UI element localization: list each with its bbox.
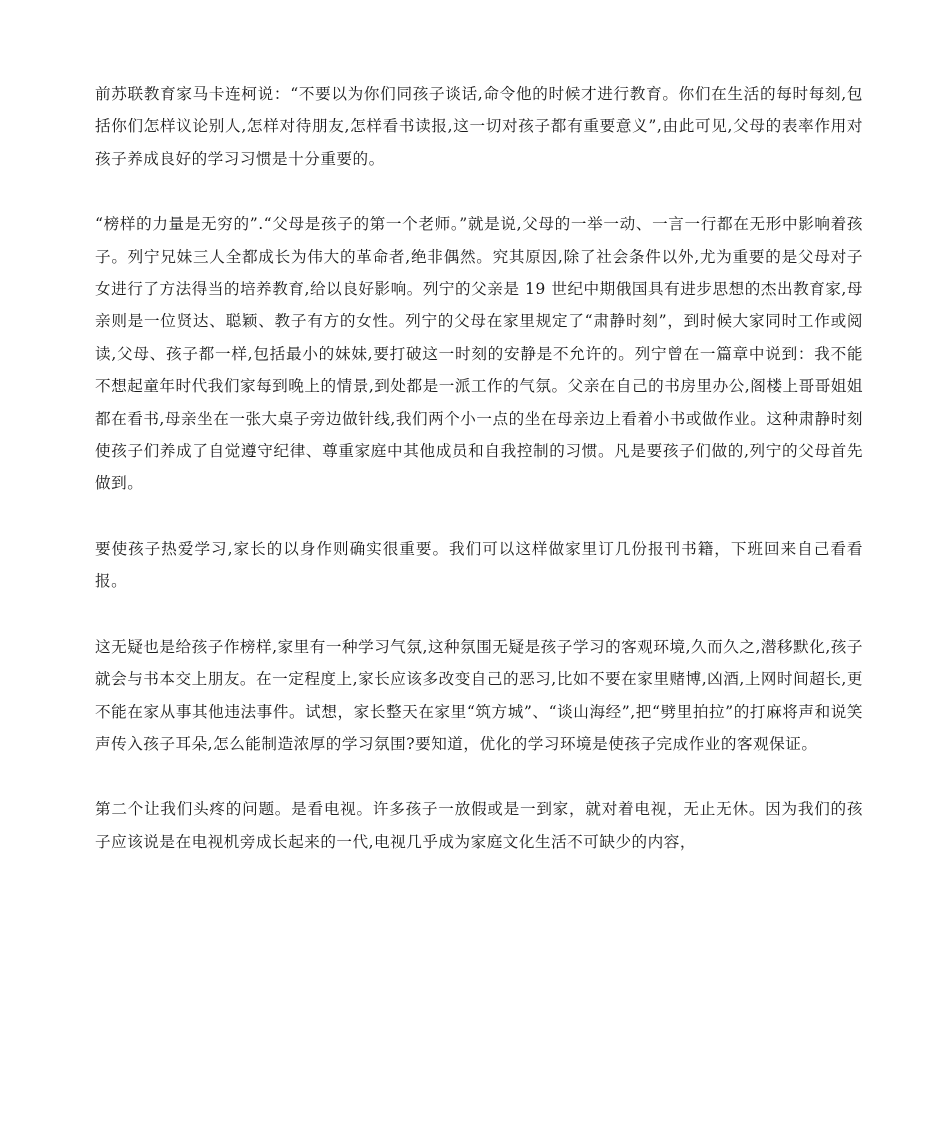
paragraph-makarenko-quote: 前苏联教育家马卡连柯说：“不要以为你们同孩子谈话,命令他的时候才进行教育。你们在生活的每时每刻,包括你们怎样议论别人,怎样对待朋友,怎样看书读报,这一切对孩子都有重要意义”,由此可见,父母的表率作用对孩子养成良好的学习习惯是十分重要的。 [95,85,863,168]
paragraph-television-problem: 第二个让我们头疼的问题。是看电视。许多孩子一放假或是一到家，就对着电视，无止无休。因为我们的孩子应该说是在电视机旁成长起来的一代,电视几乎成为家庭文化生活不可缺少的内容， [95,800,863,851]
paragraph-parent-example: 要使孩子热爱学习,家长的以身作则确实很重要。我们可以这样做家里订几份报刊书籍，下班回来自己看看报。 [95,539,863,591]
paragraph-lenin-family: “榜样的力量是无穷的”.“父母是孩子的第一个老师。”就是说,父母的一举一动、一言一行都在无形中影响着孩子。列宁兄妹三人全都成长为伟大的革命者,绝非偶然。究其原因,除了社会条件以外,尤为重要的是父母对子女进行了方法得当的培养教育,给以良好影响。列宁的父亲是 19 世纪中期俄国具有进步思想的杰出教育家,母亲则是一位贤达、聪颖、教子有方的女性。列宁的父母在家里规定了“肃静时刻”，到时候大家同时工作或阅读,父母、孩子都一样,包括最小的妹妹,要打破这一时刻的安静是不允许的。列宁曾在一篇章中说到：我不能不想起童年时代我们家每到晚上的情景,到处都是一派工作的气氛。父亲在自己的书房里办公,阁楼上哥哥姐姐都在看书,母亲坐在一张大桌子旁边做针线,我们两个小一点的坐在母亲边上看着小书或做作业。这种肃静时刻使孩子们养成了自觉遵守纪律、尊重家庭中其他成员和自我控制的习惯。凡是要孩子们做的,列宁的父母首先做到。 [95,215,863,493]
document-page [95,78,863,858]
paragraph-learning-environment: 这无疑也是给孩子作榜样,家里有一种学习气氛,这种氛围无疑是孩子学习的客观环境,久而久之,潜移默化,孩子就会与书本交上朋友。在一定程度上,家长应该多改变自己的恶习,比如不要在家里赌博,凶酒,上网时间超长,更不能在家从事其他违法事件。试想，家长整天在家里“筑方城”、“谈山海经”,把“劈里拍拉”的打麻将声和说笑声传入孩子耳朵,怎么能制造浓厚的学习氛围?要知道，优化的学习环境是使孩子完成作业的客观保证。 [95,637,863,753]
